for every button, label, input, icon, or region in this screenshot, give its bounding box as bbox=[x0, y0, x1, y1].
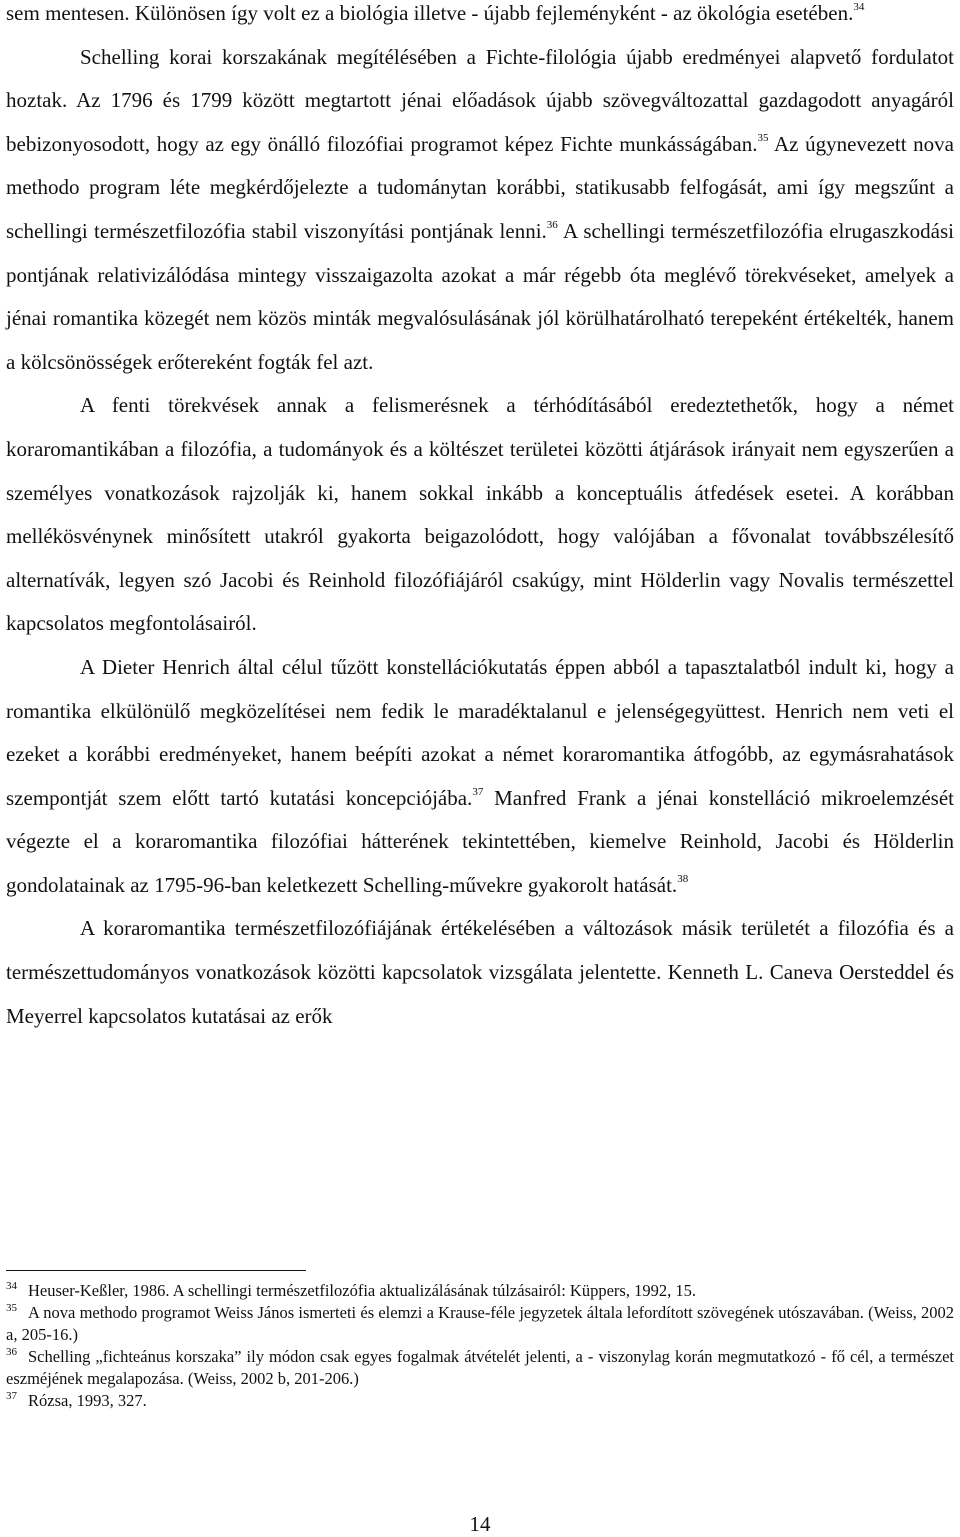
footnote-divider bbox=[6, 1270, 306, 1271]
footnote-ref-38[interactable]: 38 bbox=[677, 872, 689, 885]
footnote-35: 35 A nova methodo programot Weiss János ismerteti és elemzi a Krause-féle jegyzetek általa lefordított szövegének utószavában. (Weiss, 2002 a, 205-16.) bbox=[6, 1301, 954, 1344]
footnote-36: 36 Schelling „fichteánus korszaka” ily módon csak egyes fogalmak átvételét jelenti, a - viszonylag korán megmutatkozó - fő cél, a természet eszméjének megalapozása. (Weiss, 2002 b, 201-206.) bbox=[6, 1345, 954, 1388]
paragraph-5: A koraromantika természetfilozófiájának értékelésében a változások másik területét a filozófia és a természettudományos vonatkozások közötti kapcsolatok vizsgálata jelentette. Kenneth L. Caneva Oersteddel és Meyerrel kapcsolatos kutatásai az erők bbox=[6, 916, 954, 1028]
paragraph-3: A fenti törekvések annak a felismerésnek a térhódításából eredeztethetők, hogy a német koraromantikában a filozófia, a tudományok és a költészet területei közötti átjárások irányait nem egyszerűen a személyes vonatkozások rajzolják ki, hanem sokkal inkább a konceptuális átfedések esetei. A korábban mellékösvénynek minősített utakról gyakorta beigazolódott, hogy valójában a fővonalat továbbszélesítő alternatívák, legyen szó Jacobi és Reinhold filozófiájáról csakúgy, mint Hölderlin vagy Novalis természettel kapcsolatos megfontolásairól. bbox=[6, 393, 954, 636]
footnote-34: 34 Heuser-Keßler, 1986. A schellingi természetfilozófia aktualizálásának túlzásairól: Küppers, 1992, 15. bbox=[6, 1279, 696, 1300]
footnote-ref-36[interactable]: 36 bbox=[546, 218, 558, 231]
paragraph-4: A Dieter Henrich által célul tűzött konstellációkutatás éppen abból a tapasztalatból indult ki, hogy a romantika elkülönülő megközelítései nem fedik le maradéktalanul e jelenségegyüttest. Henrich nem veti el ezeket a korábbi eredményeket, hanem beépíti azokat a német koraromantika átfogóbb, az egymásrahatások szempontját szem előtt tartó kutatási koncepciójába.$^{37}$ Manfred Frank a jénai konstelláció mikroelemzését végezte el a koraromantika filozófiai hátterének tekintettében, kiemelve Reinhold, Jacobi és Hölderlin gondolatainak az 1795-96-ban keletkezett Schelling-művekre gyakorolt hatását.$^{38}$ bbox=[6, 654, 954, 897]
footnote-ref-35[interactable]: 35 bbox=[757, 131, 769, 144]
paragraph-1: sem mentesen. Különösen így volt ez a biológia illetve - újabb fejleményként - az ökológia esetében.$^{34}$ bbox=[6, 1, 865, 25]
main-text bbox=[6, 0, 954, 1038]
page-number: 14 bbox=[469, 1512, 491, 1536]
footnote-ref-37[interactable]: 37 bbox=[472, 785, 484, 798]
footnotes bbox=[6, 1280, 954, 1412]
paragraph-2: Schelling korai korszakának megítélésében a Fichte-filológia újabb eredményei alapvető fordulatot hoztak. Az 1796 és 1799 között megtartott jénai előadások újabb szövegváltozattal gazdagodott anyagáról bebizonyosodott, hogy az egy önálló filozófiai programot képez Fichte munkásságában.$^{35}$ Az úgynevezett nova methodo program léte megkérdőjelezte a tudománytan korábbi, statikusabb felfogását, ami így megszűnt a schellingi természetfilozófia stabil viszonyítási pontjának lenni.$^{36}$ A schellingi természetfilozófia elrugaszkodási pontjának relativizálódása mintegy visszaigazolta azokat a már régebb óta meglévő törekvéseket, amelyek a jénai romantika közegét nem közös minták megvalósulásának jól körülhatárolható terepeként értékelték, hanem a kölcsönösségek erőtereként fogták fel azt. bbox=[6, 44, 955, 374]
footnote-ref-34[interactable]: 34 bbox=[853, 1, 865, 13]
footnote-text: Heuser-Keßler, 1986. A schellingi természetfilozófia aktualizálásának túlzásairól: Küppers, 1992, 15. bbox=[28, 1281, 696, 1300]
footnote-text: A nova methodo programot Weiss János ismerteti és elemzi a Krause-féle jegyzetek általa lefordított szövegének utószavában. (Weiss, 2002 a, 205-16.) bbox=[6, 1303, 954, 1344]
footnote-text: Schelling „fichteánus korszaka” ily módon csak egyes fogalmak átvételét jelenti, a - viszonylag korán megmutatkozó - fő cél, a természet eszméjének megalapozása. (Weiss, 2002 b, 201-206.) bbox=[6, 1347, 954, 1388]
footnote-text: Rózsa, 1993, 327. bbox=[28, 1391, 147, 1410]
footnote-37: 37 Rózsa, 1993, 327. bbox=[6, 1389, 147, 1410]
document-page bbox=[6, 0, 954, 1537]
